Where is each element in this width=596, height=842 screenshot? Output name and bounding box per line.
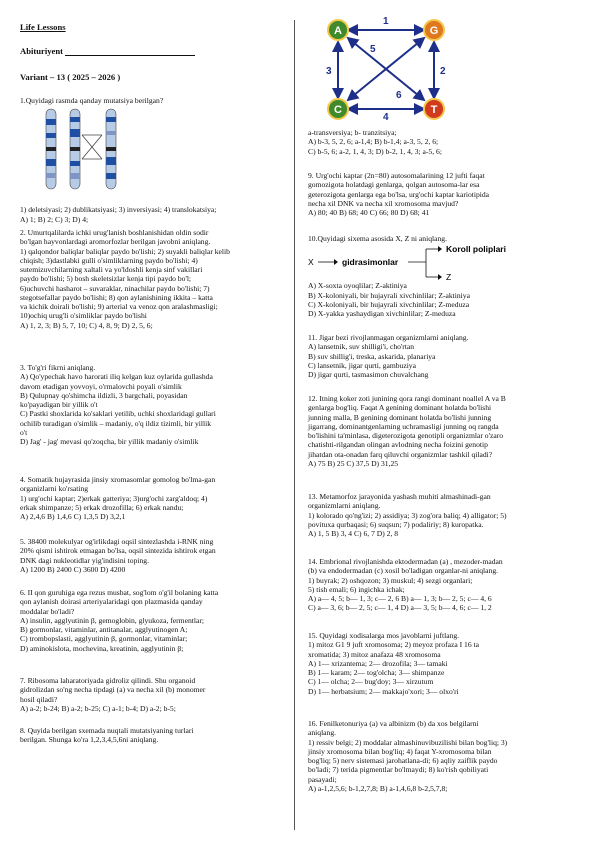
- q10-text: 10.Quyidagi sixema asosida X, Z ni aniqlang.: [308, 234, 447, 243]
- q12-line: jihatdan ota-onadan farq qiluvchi organizmlar tashkil qiladi?: [308, 449, 493, 459]
- q15-line: B) 1— karam; 2— tog'olcha; 3— shimpanze: [308, 668, 445, 677]
- num-4: 4: [383, 112, 389, 122]
- q5-line: 5. 38400 molekulyar og'irlikdagi oqsil sintezlashda i-RNK ning: [20, 537, 214, 546]
- q2-answers: A) 1, 2, 3; B) 5, 7, 10; C) 4, 8, 9; D) 2, 5, 6;: [20, 320, 153, 330]
- q8-option-line: C) b-5, 6; a-2, 1, 4, 3; D) b-2, 1, 4, 3; a-5, 6;: [308, 146, 442, 156]
- q3-line: D) Jag' - jag' mevasi qo'zoqcha, bir yillik madaniy o'simlik: [20, 437, 199, 446]
- applicant-name-blank[interactable]: [65, 47, 195, 56]
- q10-option: D) X-yakka yashaydigan xivchinlilar; Z-meduza: [308, 309, 456, 318]
- q7-line: hosil qiladi?: [20, 694, 58, 704]
- node-t-label: T: [430, 104, 438, 116]
- q1-text: 1.Quyidagi rasmda qanday mutatsiya berilgan?: [20, 96, 164, 105]
- q4-line: 1) urg'ochi kaptar; 2)erkak gatteriya; 3)urg'ochi zarg'aldoq; 4): [20, 493, 208, 503]
- question-7: [20, 676, 282, 713]
- chromosome-middle: [70, 109, 80, 189]
- chromosome-left: [46, 109, 56, 189]
- question-15: [308, 631, 576, 696]
- question-8-options: [308, 128, 576, 156]
- q2-line: 2. Umurtqalilarda ichki urug'lanish boshlanishidan oldin sodir: [20, 228, 209, 237]
- q11-line: 11. Jigar bezi rivojlanmagan organizmlarni aniqlang.: [308, 333, 469, 342]
- chromosome-right: [106, 109, 116, 189]
- num-2: 2: [440, 66, 446, 77]
- q10-scheme: [308, 243, 538, 281]
- q12-line: bo'lishini ta'minlasa, digeterozigota genotipli organizmlar o'zaro: [308, 431, 504, 440]
- q9-answers: A) 80; 40 B) 68; 40 C) 66; 80 D) 68; 41: [308, 208, 430, 217]
- q2-line: chiqish; 3)dastlabki gulli o'simliklarning paydo bo'lishi; 4): [20, 255, 198, 265]
- q5-line: 20% qismi ishtirok etmagan bo'lsa, oqsil sintezida ishtirok etgan: [20, 546, 216, 556]
- scheme-top: Koroll poliplari: [446, 244, 506, 255]
- num-3: 3: [326, 66, 332, 77]
- num-6: 6: [396, 90, 402, 101]
- q4-line: 4. Somatik hujayrasida jinsiy xromasomlar gomolog bo'lma-gan: [20, 475, 216, 484]
- q7-line: 7. Ribosoma laharatoriyada gidroliz qilindi. Shu organoid: [20, 676, 196, 685]
- q2-line: 6)uchuvchi hasharot – suvaraklar, ninachilar paydo bo'lishi; 7): [20, 283, 210, 293]
- q13-line: 1) kolorado qo'ng'izi; 2) assidiya; 3) zog'ora baliq; 4) alligator; 5): [308, 510, 507, 520]
- question-4: [20, 475, 282, 521]
- scheme-mid: gidrasimonlar: [342, 257, 399, 268]
- page-title: Life Lessons: [20, 22, 66, 32]
- q16-line: 16. Fenilketonuriya (a) va albinizm (b) da xos belgilarni: [308, 719, 479, 728]
- question-5: [20, 537, 282, 574]
- q6-line: C) trombopslasti, agglyutinin β, gormonlar, vitaminlar;: [20, 634, 188, 644]
- q6-line: moddalar bo'ladi?: [20, 606, 75, 616]
- q8-option-line: A) b-3, 5, 2, 6; a-1,4; B) b-1,4; a-3, 5, 2, 6;: [308, 137, 439, 147]
- node-G: [424, 20, 444, 40]
- q13-line: organizmlarni aniqlang.: [308, 501, 381, 511]
- crossing-lines: [82, 135, 102, 159]
- q10-option: B) X-koloniyali, bir hujayrali xivchinlilar; Z-aktiniya: [308, 290, 470, 300]
- q2-line: 1) qalqondor baliqlar baliqlar paydo bo'lishi; 2) suyakli baliqlar kelib: [20, 246, 230, 256]
- q9-line: 9. Urg'ochi kaptar (2n=80) autosomalarining 12 jufti faqat: [308, 171, 485, 180]
- question-9: [308, 171, 576, 217]
- q13-line: 13. Metamorfoz jarayonida yashash muhiti almashinadi-gan: [308, 492, 491, 501]
- q15-line: 15. Quyidagi xodisalarga mos javoblarni juftlang.: [308, 631, 460, 640]
- question-13: [308, 492, 576, 538]
- q16-line: aniqlang.: [308, 728, 337, 738]
- q3-line: B) Qulupnay qo'shimcha ildizli, 3 bargchali, poyasidan: [20, 390, 188, 400]
- q11-line: A) lansetnik, suv shilligi'i, cho'rtan: [308, 342, 415, 352]
- q16-line: jinsiy xromosoma bilan bog'liq; 4) faqat Y-xromosoma bilan: [308, 746, 492, 756]
- q2-line: sutemizuvchilarning xaltali va yo'ldoshli kenja sinf vakillari: [20, 265, 203, 274]
- q12-line: jigarrang, dominantgenlarning uchramasligi junning oq rangda: [308, 421, 499, 431]
- q4-answers: A) 2,4,6 B) 1,4,6 C) 1,3,5 D) 3,2,1: [20, 512, 126, 521]
- q6-line: qon aylanish doirasi arteriyalaridagi qon plazmasida qanday: [20, 597, 203, 607]
- q14-answers: C) a— 3, 6; b— 2, 5; c— 1, 4 D) a— 3, 5; b— 4, 6; c— 1, 2: [308, 603, 492, 613]
- q16-line: 1) ressiv belgi; 2) moddalar almashinuvibuzilishi bilan bog'liq; 3): [308, 737, 508, 747]
- q7-answers: A) a-2; b-24; B) a-2; b-25; C) a-1; b-4; D) a-2; b-5;: [20, 703, 176, 713]
- applicant-line: [20, 46, 195, 56]
- node-T: [424, 99, 444, 119]
- q3-line: ko'payadigan bir yillik o't: [20, 400, 98, 409]
- node-a-label: A: [334, 25, 342, 37]
- q2-line: bo'lgan hayvonlardagi aromorfozlar berilgan javobni aniqlang.: [20, 237, 211, 247]
- variant-label: Variant – 13 ( 2025 – 2026 ): [20, 72, 121, 82]
- q3-line: o't: [20, 427, 28, 437]
- q11-line: C) lansetnik, jigar qurti, gambuziya: [308, 360, 416, 370]
- question-16: [308, 719, 576, 793]
- q5-answers: A) 1200 B) 2400 C) 3600 D) 4200: [20, 564, 126, 574]
- node-A: [328, 20, 348, 40]
- scheme-x: X: [308, 257, 314, 268]
- q10-option: A) X-soxta oyoqlilar; Z-aktiniya: [308, 281, 407, 291]
- q13-answers: A) 1, 5 B) 3, 4 C) 6, 7 D) 2, 8: [308, 529, 399, 538]
- chromosome-mutation-figure: [42, 107, 132, 193]
- applicant-label: Abituriyent: [20, 46, 63, 56]
- q2-line: paydo bo'lishi; 5) bosh skeletsizlar kenja tipi paydo bo'l;: [20, 274, 192, 284]
- question-6: [20, 588, 282, 653]
- q13-line: povituxa qurbaqasi; 6) suqsun; 7) podaliriy; 8) kuropatka.: [308, 519, 484, 529]
- column-divider: [294, 20, 295, 830]
- q3-line: A) Qo'ypechak havo harorati iliq kelgan kuz oylarida gullashda: [20, 372, 213, 382]
- q12-line: chatishti-rilgandan olingan avlodning necha foizini genotip: [308, 440, 488, 450]
- q14-line: 1) buyrak; 2) oshqozon; 3) muskul; 4) sezgi organlari;: [308, 575, 473, 585]
- q3-line: davom etadigan yovvoyi, o'rmalovchi poyali o'simlik: [20, 381, 182, 391]
- q14-line: (b) va endodermadan (c) xosil bo'ladigan organlar-ni aniqlang.: [308, 566, 499, 576]
- point-mutation-diagram: [322, 12, 452, 122]
- q15-line: 1) mitoz G1 9 juft xromosoma; 2) meyoz profaza I 16 ta: [308, 640, 480, 650]
- q1-answers: A) 1; B) 2; C) 3; D) 4;: [20, 214, 89, 224]
- q12-line: 12. Itning koker zoti junining qora rangi dominant noallel A va B: [308, 394, 506, 403]
- q3-line: ochilib turadigan o'simlik – madaniy, o'q ildiz tizimli, bir yillik: [20, 418, 212, 428]
- question-10: [308, 234, 576, 318]
- q10-option: C) X-koloniyali, bir hujayrali xivchinlilar; Z-meduza: [308, 299, 470, 309]
- q11-line: D) jigar qurti, tasmasimon chuvalchang: [308, 370, 429, 379]
- q8-line: berilgan. Shunga ko'ra 1,2,3,4,5,6ni aniqlang.: [20, 735, 159, 745]
- node-c-label: C: [334, 104, 342, 116]
- q16-line: pasayadi;: [308, 774, 337, 784]
- q16-answers: A) a-1,2,5,6; b-1,2,7,8; B) a-1,4,6,8 b-2,5,7,8;: [308, 783, 448, 793]
- q6-line: B) gormonlar, vitaminlar, antitanalar, agglyutinogen A;: [20, 625, 188, 634]
- q9-line: necha xil DNK va necha xil xromosoma mavjud?: [308, 198, 459, 208]
- node-C: [328, 99, 348, 119]
- q2-line: va kichik doirali bo'lishi; 9) arterial va venoz qon aralashmasligi;: [20, 302, 218, 311]
- q6-line: A) insulin, agglyutinin β, gemoglobin, glyukoza, fermentlar;: [20, 615, 204, 625]
- question-1: [20, 96, 282, 224]
- q8-option-line: a-transversiya; b- tranzitsiya;: [308, 128, 397, 137]
- q4-line: erkak shimpanze; 5) erkak drozofilla; 6) erkak nandu;: [20, 502, 184, 512]
- q1-options: 1) deletsiyasi; 2) dublikatsiyasi; 3) inversiyasi; 4) translokatsiya;: [20, 205, 217, 215]
- q5-line: DNK dagi nukleotidlar yig'indisini toping.: [20, 555, 149, 565]
- q3-line: C) Pastki shoxlarida ko'saklari yetilib, uchki shoxlaridagi gullari: [20, 409, 216, 419]
- q12-answers: A) 75 B) 25 C) 37,5 D) 31,25: [308, 458, 399, 468]
- q9-line: geterozigota genlarga ega bo'lsa, urg'ochi kaptar kariotipida: [308, 189, 490, 199]
- q16-line: bo'ladi; 7) terida pigmentlar bo'lmaydi; 8) ko'rish qobiliyati: [308, 765, 489, 775]
- q8-line: 8. Quyida berilgan sxemada nuqtali mutatsiyaning turlari: [20, 726, 194, 735]
- q2-line: stegotsefallar paydo bo'lishi; 8) qon aylanishining ikkita – katta: [20, 292, 213, 302]
- q4-line: organizlarni ko'rsating: [20, 484, 89, 494]
- question-8: [20, 726, 282, 745]
- q15-line: xromatida; 3) mitoz anafaza 48 xromosoma: [308, 649, 441, 659]
- num-5: 5: [370, 44, 376, 55]
- q15-line: D) 1— herbatsium; 2— makkajo'xori; 3— olxo'ri: [308, 686, 459, 696]
- q14-line: 5) tish emali; 6) ingichka ichak;: [308, 584, 405, 594]
- q14-line: 14. Embrional rivojlanishda ektodermadan (a) , mezoder-madan: [308, 557, 503, 566]
- question-2: [20, 228, 282, 330]
- q14-answers: A) a— 4, 5; b— 1, 3; c— 2, 6 B) a— 1, 3; b— 2, 5; c— 4, 6: [308, 594, 492, 603]
- question-14: [308, 557, 576, 613]
- q16-line: bog'liq; 5) nerv sistemasi jarohatlana-di; 6) aqliy zaiflik paydo: [308, 756, 498, 765]
- q12-line: junning malla, B genining dominant holatda bo'lishi junning: [308, 412, 492, 422]
- q6-line: D) aminokislota, mochevina, kreatinin, agglyutinin β;: [20, 643, 184, 653]
- q3-line: 3. To'g'ri fikrni aniqlang.: [20, 363, 96, 372]
- q15-line: C) 1— olcha; 2— bug'doy; 3— xirzutum: [308, 677, 434, 687]
- scheme-z: Z: [446, 272, 452, 282]
- mutation-arrows: [338, 30, 434, 109]
- q11-line: B) suv shillig'i, treska, askarida, planariya: [308, 351, 436, 361]
- q12-line: genlarga bog'liq. Faqat A genining dominant holatda bo'lishi: [308, 403, 492, 413]
- q9-line: gomozigota holatdagi genlarga, qolgan autosoma-lar esa: [308, 180, 480, 190]
- node-g-label: G: [429, 25, 439, 37]
- question-11: [308, 333, 576, 379]
- q2-line: 10)ochiq urug'li o'simliklar paydo bo'lishi: [20, 311, 147, 321]
- num-1: 1: [383, 16, 389, 27]
- q7-line: gidrolizdan so'ng necha tipdagi (a) va necha xil (b) monomer: [20, 685, 206, 695]
- question-12: [308, 394, 576, 468]
- q6-line: 6. II qon guruhiga ega rezus musbat, sog'lom o'g'il bolaning katta: [20, 588, 219, 597]
- q15-line: A) 1— xrizantema; 2— drozofila; 3— tamaki: [308, 658, 448, 668]
- question-3: [20, 363, 282, 446]
